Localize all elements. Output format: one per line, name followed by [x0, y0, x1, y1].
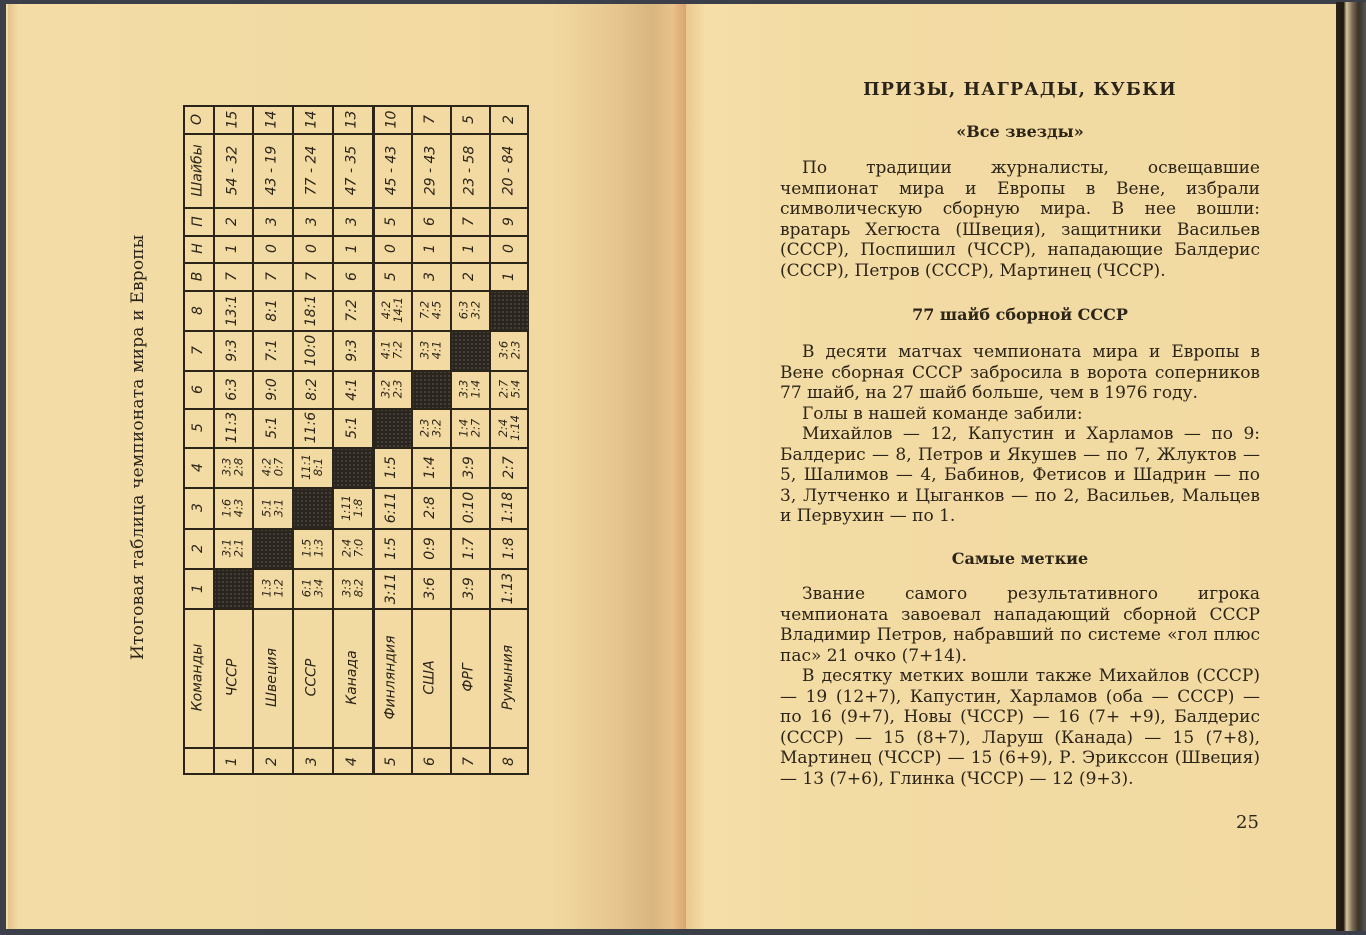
header-opponent-3 — [183, 487, 213, 528]
self-match-cell — [332, 447, 372, 487]
result-cell — [489, 528, 529, 568]
cell-text: 3:3 8:2 — [338, 578, 365, 598]
team-l-cell — [372, 207, 411, 235]
team-l-cell — [489, 207, 529, 235]
team-n-cell — [332, 747, 372, 775]
grid-line — [185, 330, 527, 332]
result-cell — [372, 487, 411, 528]
result-cell — [332, 568, 372, 608]
cell-text: 7:2 4:5 — [417, 300, 444, 320]
cell-text: 3:6 — [422, 576, 438, 600]
cell-text: 4 — [189, 462, 206, 472]
self-match-cell — [252, 528, 292, 568]
cell-text: О — [189, 113, 206, 125]
cell-text: 1:18 — [500, 491, 517, 524]
cell-text: 1:6 4:3 — [219, 498, 246, 517]
paragraph: В десятку метких вошли также Михайлов (СССР) — 19 (12+7), Капустин, Харламов (оба — СССР) — по 16 (9+7), Новы (ЧССР) — 16 (7+ +9), Балдерис (СССР) — 15 (8+7), Ларуш (Канада) — 15 (7+8), Мартинец (ЧССР) — 15 (6+9), Р. Эрикссон (Швеция) — 13 (7+6), Глинка (ЧССР) — 12 (9+3). — [780, 666, 1260, 789]
cell-text: 6 — [421, 216, 438, 226]
section-77-goals-body — [780, 342, 1260, 527]
result-cell — [411, 447, 450, 487]
cell-text: 8 — [189, 305, 206, 315]
cell-text: 3:2 2:3 — [378, 379, 405, 399]
result-cell — [450, 487, 489, 528]
team-d-cell — [411, 235, 450, 262]
cell-text: 5 — [382, 216, 399, 226]
team-l-cell — [450, 207, 489, 235]
cell-text: 1:13 — [500, 572, 517, 604]
header-opponent-1 — [183, 568, 213, 608]
cell-text: 2:7 — [500, 455, 517, 479]
cell-text: 8:1 — [263, 298, 280, 322]
team-w-cell — [372, 262, 411, 290]
cell-text: 15 — [223, 110, 240, 128]
result-cell — [489, 408, 529, 447]
team-l-cell — [411, 207, 450, 235]
cell-text: 2:8 — [422, 496, 438, 519]
cell-text: 4:2 0:7 — [258, 457, 285, 477]
cell-text: 54 - 32 — [224, 145, 240, 195]
cell-text: СССР — [303, 658, 320, 697]
cell-text: 1 — [500, 271, 517, 281]
team-l-cell — [213, 207, 252, 235]
team-team-cell — [332, 608, 372, 747]
page-title: ПРИЗЫ, НАГРАДЫ, КУБКИ — [863, 80, 1177, 100]
cell-text: 3:9 — [461, 455, 477, 479]
cell-text: 6 — [189, 384, 206, 394]
cell-text: 3 — [303, 216, 320, 226]
result-cell — [332, 330, 372, 370]
team-w-cell — [332, 262, 372, 290]
header-pts — [183, 105, 213, 133]
cell-text: 3 — [303, 756, 320, 766]
result-cell — [411, 408, 450, 447]
result-cell — [332, 408, 372, 447]
result-cell — [372, 330, 411, 370]
team-goals-cell — [450, 133, 489, 207]
team-pts-cell — [292, 105, 332, 133]
grid-line — [185, 408, 527, 410]
team-goals-cell — [252, 133, 292, 207]
cell-text: 3:11 — [382, 572, 399, 604]
cell-text: Команды — [189, 643, 206, 712]
cell-text: 3 — [421, 271, 438, 281]
left-page-edge — [8, 4, 18, 929]
cell-text: 7 — [460, 216, 477, 226]
cell-text: 7 — [460, 756, 477, 766]
result-cell — [411, 528, 450, 568]
cell-text: 9:3 — [343, 338, 360, 362]
team-team-cell — [252, 608, 292, 747]
cell-text: 45 - 43 — [383, 145, 399, 195]
cell-text: Канада — [343, 650, 360, 705]
team-goals-cell — [332, 133, 372, 207]
cell-text: 7 — [189, 345, 206, 355]
cell-text: 7:1 — [263, 338, 280, 362]
cell-text: 1 — [343, 244, 360, 253]
cell-text: 6:1 3:4 — [298, 578, 325, 598]
cell-text: 7 — [421, 114, 438, 124]
paragraph: В десяти матчах чемпионата мира и Европы в Вене сборная СССР забросила в ворота соперников 77 шайб, на 27 шайб больше, чем в 1976 году. — [780, 342, 1260, 403]
result-cell — [292, 330, 332, 370]
team-d-cell — [489, 235, 529, 262]
cell-text: 9:3 — [224, 338, 240, 362]
team-n-cell — [372, 747, 411, 775]
grid-line — [185, 133, 527, 135]
result-cell — [489, 447, 529, 487]
self-match-cell — [411, 370, 450, 408]
team-w-cell — [292, 262, 332, 290]
result-cell — [332, 487, 372, 528]
team-team-cell — [450, 608, 489, 747]
result-cell — [450, 370, 489, 408]
result-cell — [450, 568, 489, 608]
team-team-cell — [411, 608, 450, 747]
header-goals — [183, 133, 213, 207]
cell-text: 10 — [382, 110, 399, 128]
team-n-cell — [213, 747, 252, 775]
result-cell — [252, 370, 292, 408]
result-cell — [252, 568, 292, 608]
self-match-cell — [489, 290, 529, 330]
cell-text: 7:2 — [343, 298, 360, 322]
cell-text: Н — [189, 243, 206, 254]
result-cell — [450, 447, 489, 487]
team-team-cell — [372, 608, 411, 747]
result-cell — [332, 370, 372, 408]
cell-text: 6:3 — [224, 377, 240, 401]
cell-text: 4:1 — [343, 377, 360, 401]
grid-line — [185, 235, 527, 237]
cell-text: 2 — [460, 271, 477, 281]
result-cell — [213, 408, 252, 447]
team-w-cell — [411, 262, 450, 290]
self-match-cell — [450, 330, 489, 370]
cell-text: 3:3 4:1 — [417, 340, 444, 360]
team-l-cell — [332, 207, 372, 235]
cell-text: 20 - 84 — [500, 145, 517, 195]
cell-text: 6 — [343, 271, 360, 281]
cell-text: 7 — [303, 271, 320, 281]
team-pts-cell — [450, 105, 489, 133]
cell-text: 3:9 — [461, 576, 477, 600]
result-cell — [252, 330, 292, 370]
grid-line — [185, 568, 527, 570]
cell-text: 2 — [263, 756, 280, 766]
cell-text: 1 — [460, 244, 477, 253]
cell-text: 1:5 — [383, 536, 399, 560]
cell-text: 9 — [500, 216, 517, 226]
cell-text: 13 — [343, 110, 360, 128]
result-cell — [411, 568, 450, 608]
cell-text: США — [421, 660, 438, 695]
cell-text: ЧССР — [224, 658, 240, 697]
result-cell — [450, 408, 489, 447]
self-match-cell — [213, 568, 252, 608]
paragraph: Звание самого результативного игрока чемпионата завоевал нападающий сборной СССР Владимир Петров, набравший по системе «гол плюс пас» 21 очко (7+14). — [780, 584, 1260, 666]
cell-text: 1:5 1:3 — [298, 538, 325, 558]
team-l-cell — [292, 207, 332, 235]
team-w-cell — [252, 262, 292, 290]
team-team-cell — [292, 608, 332, 747]
cell-text: 0:10 — [460, 491, 477, 524]
team-w-cell — [450, 262, 489, 290]
cell-text: 5:1 — [343, 416, 360, 439]
cell-text: В — [189, 271, 206, 281]
cell-text: 10:0 — [303, 334, 320, 366]
cell-text: ФРГ — [460, 663, 477, 692]
cell-text: 6:11 — [382, 491, 399, 524]
cell-text: 9:0 — [263, 377, 280, 401]
cell-text: 7 — [223, 271, 240, 281]
cell-text: 2:4 1:14 — [495, 414, 522, 441]
team-d-cell — [252, 235, 292, 262]
cell-text: 14 — [263, 110, 280, 128]
cell-text: 1 — [223, 244, 240, 253]
header-w — [183, 262, 213, 290]
cell-text: 7 — [263, 271, 280, 281]
result-cell — [372, 568, 411, 608]
team-pts-cell — [332, 105, 372, 133]
cell-text: 2 — [223, 216, 240, 226]
cell-text: 1:5 — [383, 455, 399, 479]
team-d-cell — [292, 235, 332, 262]
cell-text: 3:6 2:3 — [495, 340, 522, 360]
cell-text: 1 — [189, 583, 206, 593]
cell-text: 11:3 — [223, 411, 240, 444]
table-caption: Итоговая таблица чемпионата мира и Европы — [128, 234, 148, 660]
cell-text: 1:4 — [422, 455, 438, 479]
result-cell — [252, 487, 292, 528]
result-cell — [292, 370, 332, 408]
cell-text: 47 - 35 — [343, 145, 360, 195]
cell-text: 1 — [421, 244, 438, 253]
header-opponent-2 — [183, 528, 213, 568]
cell-text: 2:4 7:0 — [338, 538, 365, 558]
team-w-cell — [489, 262, 529, 290]
team-goals-cell — [372, 133, 411, 207]
cell-text: Румыния — [500, 644, 517, 711]
cell-text: 5 — [460, 114, 477, 124]
cell-text: 3 — [189, 503, 206, 512]
cell-text: 8 — [500, 756, 517, 766]
cell-text: 29 - 43 — [422, 145, 438, 195]
result-cell — [252, 408, 292, 447]
cell-text: 2:3 3:2 — [417, 418, 444, 437]
cell-text: Финляндия — [383, 635, 399, 720]
result-cell — [372, 528, 411, 568]
team-n-cell — [489, 747, 529, 775]
team-d-cell — [372, 235, 411, 262]
result-cell — [489, 370, 529, 408]
header-opponent-4 — [183, 447, 213, 487]
result-cell — [489, 487, 529, 528]
result-cell — [213, 528, 252, 568]
header-l — [183, 207, 213, 235]
team-d-cell — [450, 235, 489, 262]
header-opponent-8 — [183, 290, 213, 330]
grid-line — [185, 747, 527, 749]
team-n-cell — [292, 747, 332, 775]
paragraph: Голы в нашей команде забили: — [802, 403, 1083, 424]
result-cell — [292, 408, 332, 447]
result-cell — [292, 290, 332, 330]
cell-text: 3:3 1:4 — [456, 379, 483, 399]
cell-text: 1 — [223, 756, 240, 766]
cell-text: 3 — [343, 216, 360, 226]
result-cell — [292, 528, 332, 568]
cell-text: Шайбы — [189, 143, 206, 197]
cell-text: 0 — [382, 244, 399, 253]
cell-text: 3:1 2:1 — [219, 538, 246, 558]
book-page-edges — [1336, 2, 1366, 931]
result-cell — [292, 568, 332, 608]
cell-text: 5:1 3:1 — [258, 498, 285, 517]
grid-line — [185, 608, 527, 610]
result-cell — [411, 330, 450, 370]
cell-text: 6:3 3:2 — [456, 300, 483, 320]
header-opponent-7 — [183, 330, 213, 370]
section-all-stars-body — [780, 158, 1260, 281]
cell-text: 11:6 — [303, 411, 320, 444]
team-pts-cell — [411, 105, 450, 133]
grid-line — [185, 370, 527, 372]
header-d — [183, 235, 213, 262]
cell-text: 5 — [382, 756, 399, 766]
cell-text: 4:2 14:1 — [378, 297, 405, 323]
cell-text: 2 — [500, 114, 517, 124]
cell-text: 1:4 2:7 — [456, 418, 483, 437]
team-n-cell — [252, 747, 292, 775]
team-team-cell — [213, 608, 252, 747]
team-w-cell — [213, 262, 252, 290]
cell-text: П — [189, 215, 206, 227]
team-goals-cell — [489, 133, 529, 207]
header-n — [183, 747, 213, 775]
section-top-scorers-body — [780, 584, 1260, 789]
result-cell — [252, 290, 292, 330]
cell-text: 2 — [189, 543, 206, 553]
cell-text: 5 — [189, 423, 206, 432]
result-cell — [489, 568, 529, 608]
header-opponent-6 — [183, 370, 213, 408]
cell-text: 4 — [343, 756, 360, 766]
result-cell — [372, 370, 411, 408]
result-cell — [213, 330, 252, 370]
header-team — [183, 608, 213, 747]
standings-table — [183, 105, 529, 775]
team-goals-cell — [213, 133, 252, 207]
grid-line — [185, 447, 527, 449]
grid-line — [185, 487, 527, 489]
team-n-cell — [450, 747, 489, 775]
section-heading-top-scorers: Самые меткие — [951, 549, 1089, 568]
team-team-cell — [489, 608, 529, 747]
cell-text: 3:3 2:8 — [219, 457, 246, 477]
team-d-cell — [213, 235, 252, 262]
result-cell — [213, 370, 252, 408]
section-heading-all-stars: «Все звезды» — [956, 122, 1084, 141]
result-cell — [332, 290, 372, 330]
team-pts-cell — [252, 105, 292, 133]
cell-text: 1:8 — [500, 536, 517, 560]
cell-text: 4:1 7:2 — [378, 340, 405, 360]
cell-text: 3 — [263, 216, 280, 226]
self-match-cell — [372, 408, 411, 447]
grid-line — [185, 290, 527, 292]
cell-text: 1:3 1:2 — [258, 578, 285, 598]
team-n-cell — [411, 747, 450, 775]
result-cell — [252, 447, 292, 487]
cell-text: 5:1 — [263, 416, 280, 439]
self-match-cell — [292, 487, 332, 528]
team-pts-cell — [372, 105, 411, 133]
team-pts-cell — [489, 105, 529, 133]
team-pts-cell — [213, 105, 252, 133]
cell-text: 0 — [263, 244, 280, 253]
result-cell — [489, 330, 529, 370]
result-cell — [411, 290, 450, 330]
result-cell — [213, 290, 252, 330]
page-number: 25 — [1236, 812, 1259, 833]
result-cell — [332, 528, 372, 568]
team-d-cell — [332, 235, 372, 262]
cell-text: 0:9 — [422, 536, 438, 560]
result-cell — [450, 290, 489, 330]
cell-text: 77 - 24 — [303, 145, 320, 195]
grid-line — [185, 207, 527, 209]
header-opponent-5 — [183, 408, 213, 447]
cell-text: Швеция — [263, 648, 280, 707]
cell-text: 14 — [303, 110, 320, 128]
result-cell — [372, 447, 411, 487]
result-cell — [372, 290, 411, 330]
cell-text: 18:1 — [303, 294, 320, 326]
team-goals-cell — [292, 133, 332, 207]
cell-text: 1:11 1:8 — [338, 494, 365, 521]
grid-line — [185, 528, 527, 530]
cell-text: 13:1 — [223, 294, 240, 326]
cell-text: 0 — [303, 244, 320, 253]
cell-text: 11:1 8:1 — [298, 454, 325, 480]
paragraph: Михайлов — 12, Капустин и Харламов — по 9: Балдерис — 8, Петров и Якушев — по 7, Жлуктов — 5, Шалимов — 4, Бабинов, Фетисов и Шадрин — по 3, Лутченко и Цыганков — по 2, Васильев, Мальцев и Первухин — по 1. — [780, 424, 1260, 526]
section-heading-77-goals: 77 шайб сборной СССР — [912, 305, 1128, 324]
paragraph: По традиции журналисты, освещавшие чемпионат мира и Европы в Вене, избрали символическую сборную мира. В нее вошли: вратарь Хегюста (Швеция), защитники Васильев (СССР), Поспишил (ЧССР), нападающие Балдерис (СССР), Петров (СССР), Мартинец (ЧССР). — [780, 158, 1260, 281]
result-cell — [411, 487, 450, 528]
result-cell — [213, 447, 252, 487]
cell-text: 23 - 58 — [461, 145, 477, 195]
cell-text: 1:7 — [461, 536, 477, 560]
cell-text: 43 - 19 — [263, 145, 280, 195]
team-goals-cell — [411, 133, 450, 207]
grid-line — [185, 262, 527, 264]
result-cell — [292, 447, 332, 487]
result-cell — [450, 528, 489, 568]
cell-text: 6 — [421, 756, 438, 766]
result-cell — [213, 487, 252, 528]
cell-text: 2:7 5:4 — [495, 379, 522, 399]
cell-text: 5 — [382, 271, 399, 281]
cell-text: 8:2 — [303, 377, 320, 401]
cell-text: 0 — [500, 244, 517, 253]
team-l-cell — [252, 207, 292, 235]
